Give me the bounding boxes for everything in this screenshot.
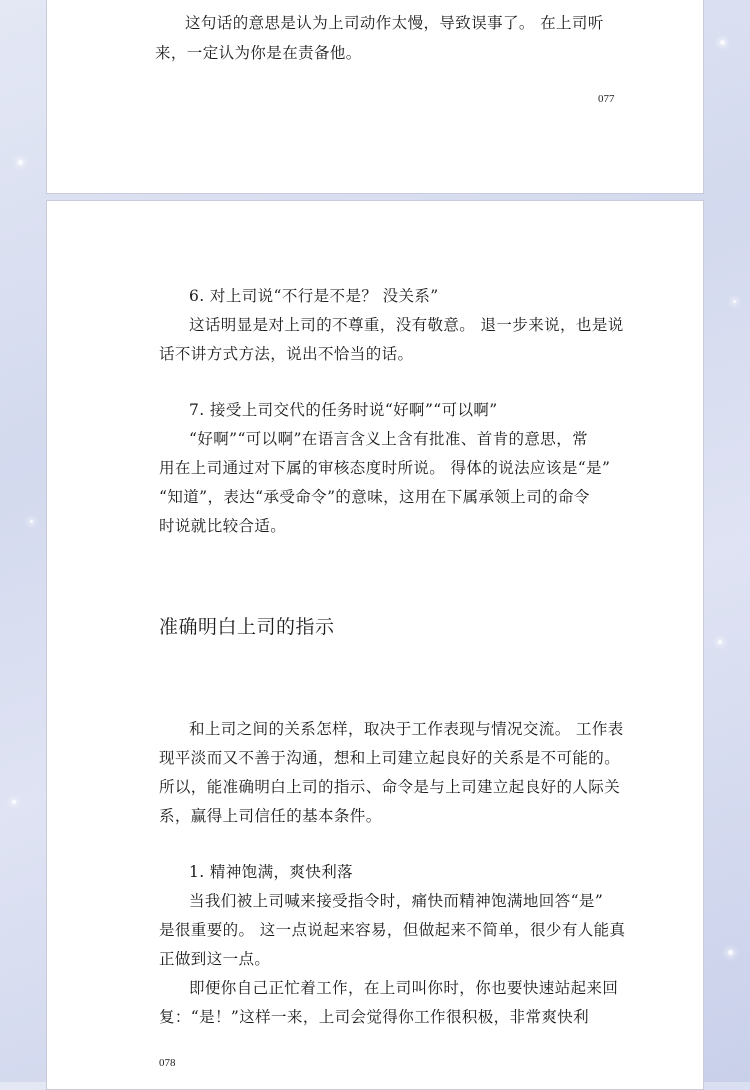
text-line: 是很重要的。 这一点说起来容易，但做起来不简单，很少有人能真 bbox=[159, 921, 626, 939]
text-line: 复：“是！”这样一来，上司会觉得你工作很积极，非常爽快利 bbox=[159, 1008, 590, 1026]
text-line: 来，一定认为你是在责备他。 bbox=[155, 44, 362, 62]
background-sparkle bbox=[718, 640, 722, 644]
background-sparkle bbox=[30, 520, 33, 523]
background-sparkle bbox=[12, 800, 16, 804]
text-line: 这句话的意思是认为上司动作太慢，导致误事了。 在上司听 bbox=[185, 14, 604, 32]
text-line: 时说就比较合适。 bbox=[159, 517, 287, 535]
text-line: “知道”，表达“承受命令”的意味，这用在下属承领上司的命令 bbox=[159, 488, 590, 506]
text-line: 这话明显是对上司的不尊重，没有敬意。 退一步来说，也是说 bbox=[189, 316, 624, 334]
list-item-heading: 7. 接受上司交代的任务时说“好啊”“可以啊” bbox=[189, 401, 498, 419]
list-item-heading: 6. 对上司说“不行是不是？ 没关系” bbox=[189, 287, 439, 305]
text-line: 当我们被上司喊来接受指令时，痛快而精神饱满地回答“是” bbox=[189, 892, 604, 910]
text-line: 正做到这一点。 bbox=[159, 950, 271, 968]
list-item-heading: 1. 精神饱满，爽快利落 bbox=[189, 863, 354, 881]
background-sparkle bbox=[18, 160, 23, 165]
page-077 bbox=[46, 0, 704, 194]
text-line: 即便你自己正忙着工作，在上司叫你时，你也要快速站起来回 bbox=[189, 979, 619, 997]
text-line: 现平淡而又不善于沟通，想和上司建立起良好的关系是不可能的。 bbox=[159, 749, 621, 767]
text-line: 所以，能准确明白上司的指示、命令是与上司建立起良好的人际关 bbox=[159, 778, 621, 796]
section-heading: 准确明白上司的指示 bbox=[159, 616, 335, 638]
text-line: 用在上司通过对下属的审核态度时所说。 得体的说法应该是“是” bbox=[159, 459, 611, 477]
page-078 bbox=[46, 200, 704, 1090]
text-line: 系，赢得上司信任的基本条件。 bbox=[159, 807, 382, 825]
text-line: 话不讲方式方法，说出不恰当的话。 bbox=[159, 345, 414, 363]
text-line: 和上司之间的关系怎样，取决于工作表现与情况交流。 工作表 bbox=[189, 720, 624, 738]
text-line: “好啊”“可以啊”在语言含义上含有批准、首肯的意思，常 bbox=[189, 430, 588, 448]
page-number: 077 bbox=[598, 93, 615, 105]
page-number: 078 bbox=[159, 1057, 176, 1069]
